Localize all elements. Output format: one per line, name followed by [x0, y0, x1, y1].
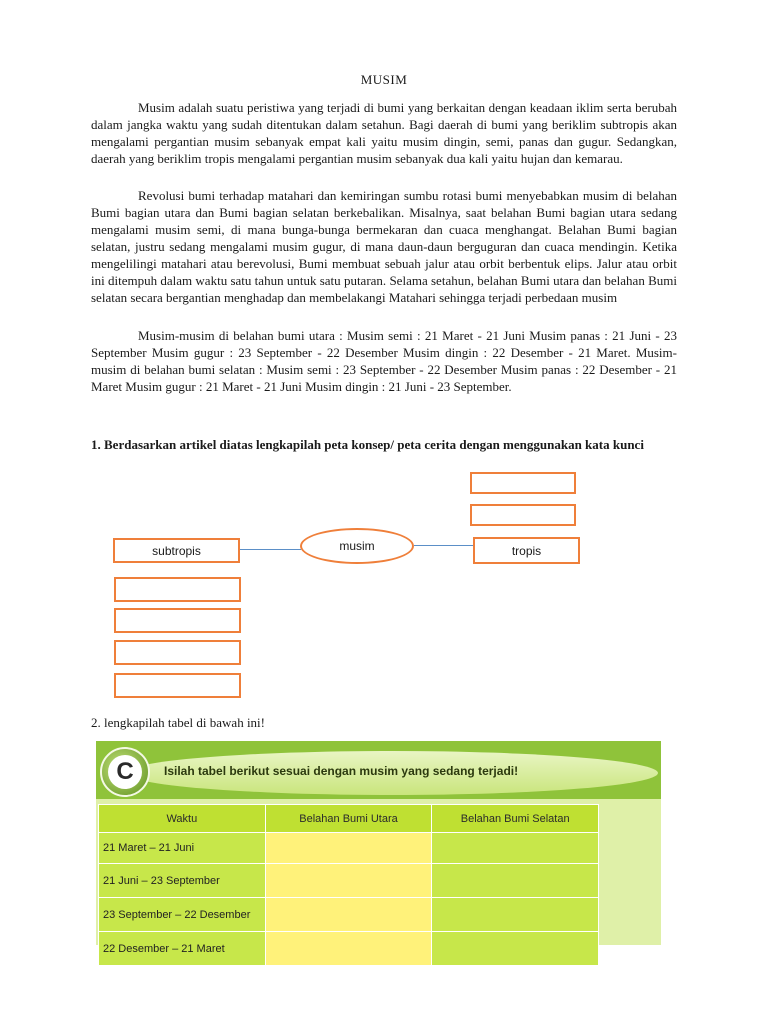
blank-subtropis-box-4[interactable]: [114, 673, 241, 698]
cell-selatan-answer[interactable]: [432, 864, 599, 898]
row-waktu: 22 Desember – 21 Maret: [99, 932, 266, 966]
badge-letter: C: [108, 755, 142, 789]
table-row: [99, 898, 599, 932]
cell-utara-answer[interactable]: [265, 898, 432, 932]
concept-center-label: musim: [339, 539, 375, 553]
cell-selatan-answer[interactable]: [432, 898, 599, 932]
concept-tropis-box: [473, 537, 580, 564]
concept-subtropis-box: [113, 538, 240, 563]
row-waktu: 23 September – 22 Desember: [99, 898, 266, 932]
concept-center-musim: [300, 528, 414, 564]
row-waktu: 21 Maret – 21 Juni: [99, 833, 266, 864]
table-row: [99, 932, 599, 966]
season-table: [98, 804, 599, 966]
instruction-text: Isilah tabel berikut sesuai dengan musim yang sedang terjadi!: [164, 764, 519, 778]
instruction-banner: [96, 741, 661, 799]
blank-tropis-box-2[interactable]: [470, 504, 576, 526]
connector-right: [414, 545, 474, 546]
document-title: MUSIM: [360, 72, 408, 87]
season-table-section: [96, 741, 661, 955]
badge-globe-icon: [100, 747, 150, 797]
blank-subtropis-box-3[interactable]: [114, 640, 241, 665]
question-2: 2. lengkapilah tabel di bawah ini!: [91, 715, 266, 730]
header-waktu: Waktu: [99, 805, 266, 833]
table-header-row: [99, 805, 599, 833]
paragraph-intro: Musim adalah suatu peristiwa yang terjadi di bumi yang berkaitan dengan keadaan iklim serta berubah dalam jangka waktu yang sudah ditentukan dalam setahun. Bagi daerah di bumi yang beriklim subtropis akan mengalami pergantian musim sebanyak empat kali yaitu musim dingin, semi, panas dan gugur. Sedangkan, daerah yang beriklim tropis mengalami pergantian musim sebanyak dua kali yaitu hujan dan kemarau.: [91, 100, 677, 166]
cell-utara-answer[interactable]: [265, 864, 432, 898]
header-selatan: Belahan Bumi Selatan: [432, 805, 599, 833]
cell-selatan-answer[interactable]: [432, 833, 599, 864]
blank-subtropis-box-2[interactable]: [114, 608, 241, 633]
cell-utara-answer[interactable]: [265, 932, 432, 966]
paragraph-revolution: Revolusi bumi terhadap matahari dan kemiringan sumbu rotasi bumi menyebabkan musim di belahan Bumi bagian utara dan Bumi bagian selatan berkebalikan. Misalnya, saat belahan Bumi bagian utara sedang mengalami musim semi, di mana bunga-bunga bermekaran dan cuaca menghangat. Belahan Bumi bagian selatan, justru sedang mengalami musim gugur, di mana daun-daun berguguran dan cuaca mendingin. Ketika mengelilingi matahari atau berevolusi, Bumi membuat sebuah jalur atau orbit berbentuk elips. Jalur atau orbit ini ditempuh dalam waktu satu tahun untuk satu putaran. Selama setahun, belahan Bumi utara dan belahan Bumi selatan secara bergantian menghadap dan membelakangi Matahari sehingga terjadi perbedaan musim: [91, 188, 677, 305]
blank-subtropis-box-1[interactable]: [114, 577, 241, 602]
header-utara: Belahan Bumi Utara: [265, 805, 432, 833]
concept-tropis-label: tropis: [511, 543, 542, 558]
paragraph-season-dates: Musim-musim di belahan bumi utara : Musim semi : 21 Maret - 21 Juni Musim panas : 21 Juni - 23 September Musim gugur : 23 September - 22 Desember Musim dingin : 22 Desember - 21 Maret. Musim-musim di belahan bumi selatan : Musim semi : 23 September - 22 Desember Musim panas : 22 Desember - 21 Maret Musim gugur : 21 Maret - 21 Juni Musim dingin : 21 Juni - 23 September.: [91, 328, 677, 394]
cell-selatan-answer[interactable]: [432, 932, 599, 966]
concept-subtropis-label: subtropis: [152, 543, 201, 558]
blank-tropis-box-1[interactable]: [470, 472, 576, 494]
question-1: 1. Berdasarkan artikel diatas lengkapilah peta konsep/ peta cerita dengan menggunakan kata kunci: [91, 437, 644, 452]
table-row: [99, 864, 599, 898]
connector-left: [239, 549, 301, 550]
row-waktu: 21 Juni – 23 September: [99, 864, 266, 898]
cell-utara-answer[interactable]: [265, 833, 432, 864]
table-row: [99, 833, 599, 864]
